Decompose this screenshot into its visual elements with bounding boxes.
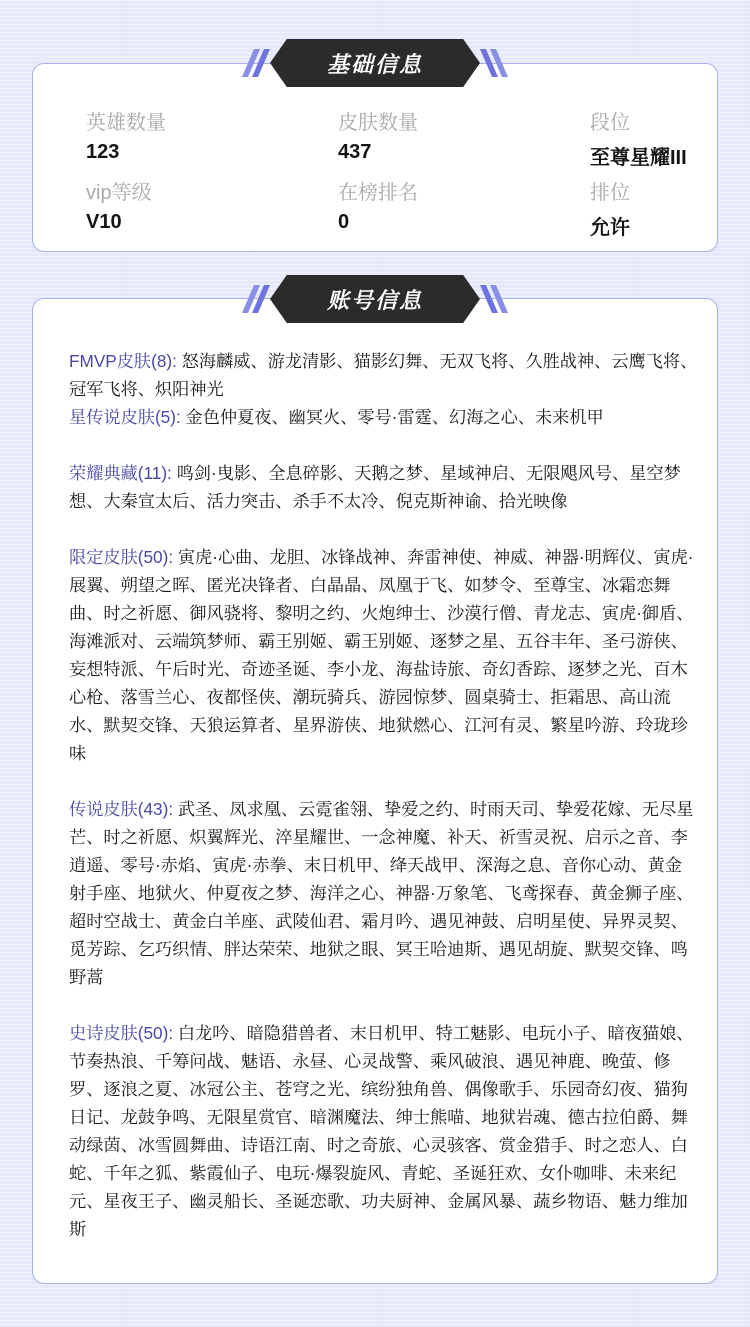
stat-label: vip等级 bbox=[86, 182, 152, 204]
section-title: 基础信息 bbox=[326, 51, 423, 77]
skin-group-star-legend bbox=[69, 403, 699, 431]
skin-names: 金色仲夏夜、幽冥火、零号·雷霆、幻海之心、未来机甲 bbox=[180, 407, 604, 427]
skin-names: 寅虎·心曲、龙胆、冰锋战神、奔雷神使、神威、神器·明辉仪、寅虎·展翼、朔望之晖、匿光决锋者、白晶晶、凤凰于飞、如梦令、至尊宝、冰霜恋舞曲、时之祈愿、御风骁将、黎明之约、火炮绅士、沙漠行僧、青龙志、寅虎·御盾、海滩派对、云端筑梦师、霸王别姬、霸王别姬、逐梦之星、五谷丰年、圣弓游侠、妄想特派、午后时光、奇迹圣诞、李小龙、海盐诗旅、奇幻香踪、逐梦之光、百木心枪、落雪兰心、夜都怪侠、潮玩骑兵、游园惊梦、圆桌骑士、拒霜思、高山流水、默契交锋、天狼运算者、星界游侠、地狱燃心、江河有灵、繁星吟游、玲珑珍味 bbox=[69, 547, 694, 763]
skin-group-limited bbox=[69, 543, 699, 767]
skin-category-label: FMVP皮肤(8): bbox=[69, 351, 177, 371]
skin-list bbox=[69, 347, 699, 1271]
stat-skin-count bbox=[338, 106, 418, 164]
stat-label: 段位 bbox=[590, 112, 630, 134]
skin-category-label: 传说皮肤(43): bbox=[69, 799, 174, 819]
basic-info-header bbox=[250, 39, 500, 87]
stat-label: 英雄数量 bbox=[86, 112, 166, 134]
stat-value: 允许 bbox=[590, 217, 630, 239]
stat-rank-tier bbox=[590, 106, 687, 170]
skin-category-label: 荣耀典藏(11): bbox=[69, 463, 172, 483]
stat-label: 排位 bbox=[590, 182, 630, 204]
stat-label: 在榜排名 bbox=[338, 182, 418, 204]
stripe-decoration-icon bbox=[470, 49, 510, 77]
account-info-header bbox=[250, 275, 500, 323]
stat-hero-count bbox=[86, 106, 166, 164]
skin-names: 怒海麟威、游龙清影、猫影幻舞、无双飞将、久胜战神、云鹰飞将、冠军飞将、炽阳神光 bbox=[69, 351, 698, 399]
skin-category-label: 史诗皮肤(50): bbox=[69, 1023, 174, 1043]
skin-category-label: 星传说皮肤(5): bbox=[69, 407, 181, 427]
section-title: 账号信息 bbox=[326, 287, 423, 313]
stat-leaderboard-rank bbox=[338, 176, 418, 234]
stat-value: 至尊星耀III bbox=[590, 147, 687, 169]
stat-label: 皮肤数量 bbox=[338, 112, 418, 134]
stat-value: 123 bbox=[86, 141, 120, 163]
stat-ranked-allowed bbox=[590, 176, 630, 240]
skin-names: 武圣、凤求凰、云霓雀翎、挚爱之约、时雨天司、挚爱花嫁、无尽星芒、时之祈愿、炽翼辉光、淬星耀世、一念神魔、补天、祈雪灵祝、启示之音、李逍遥、零号·赤焰、寅虎·赤拳、末日机甲、绛天战甲、深海之息、音你心动、黄金射手座、地狱火、仲夏夜之梦、海洋之心、神器·万象笔、飞鸢探春、黄金狮子座、超时空战士、黄金白羊座、武陵仙君、霜月吟、遇见神鼓、启明星使、异界灵契、觅芳踪、乞巧织情、胖达荣荣、地狱之眼、冥王哈迪斯、遇见胡旋、默契交锋、鸣野蒿 bbox=[69, 799, 694, 987]
skin-category-label: 限定皮肤(50): bbox=[69, 547, 174, 567]
basic-info-card bbox=[32, 63, 718, 252]
skin-group-epic bbox=[69, 1019, 699, 1243]
stripe-decoration-icon bbox=[470, 285, 510, 313]
stat-value: 0 bbox=[338, 211, 350, 233]
skin-names: 鸣剑·曳影、全息碎影、天鹅之梦、星域神启、无限飓风号、星空梦想、大秦宣太后、活力突击、杀手不太冷、倪克斯神谕、拾光映像 bbox=[69, 463, 681, 511]
skin-group-legend bbox=[69, 795, 699, 991]
stat-vip-level bbox=[86, 176, 152, 234]
skin-group-fmvp bbox=[69, 347, 699, 403]
skin-group-glory-collection bbox=[69, 459, 699, 515]
account-info-card bbox=[32, 298, 718, 1284]
stat-value: V10 bbox=[86, 211, 122, 233]
skin-names: 白龙吟、暗隐猎兽者、末日机甲、特工魅影、电玩小子、暗夜猫娘、节奏热浪、千筹问战、魅语、永昼、心灵战警、乘风破浪、遇见神鹿、晚萤、修罗、逐浪之夏、冰冠公主、苍穹之光、缤纷独角兽、偶像歌手、乐园奇幻夜、猫狗日记、龙鼓争鸣、无限星赏官、暗渊魔法、绅士熊喵、地狱岩魂、德古拉伯爵、舞动绿茵、冰雪圆舞曲、诗语江南、时之奇旅、心灵骇客、赏金猎手、时之恋人、白蛇、千年之狐、紫霞仙子、电玩·爆裂旋风、青蛇、圣诞狂欢、女仆咖啡、未来纪元、星夜王子、幽灵船长、圣诞恋歌、功夫厨神、金属风暴、蔬乡物语、魅力维加斯 bbox=[69, 1023, 694, 1239]
stat-value: 437 bbox=[338, 141, 372, 163]
